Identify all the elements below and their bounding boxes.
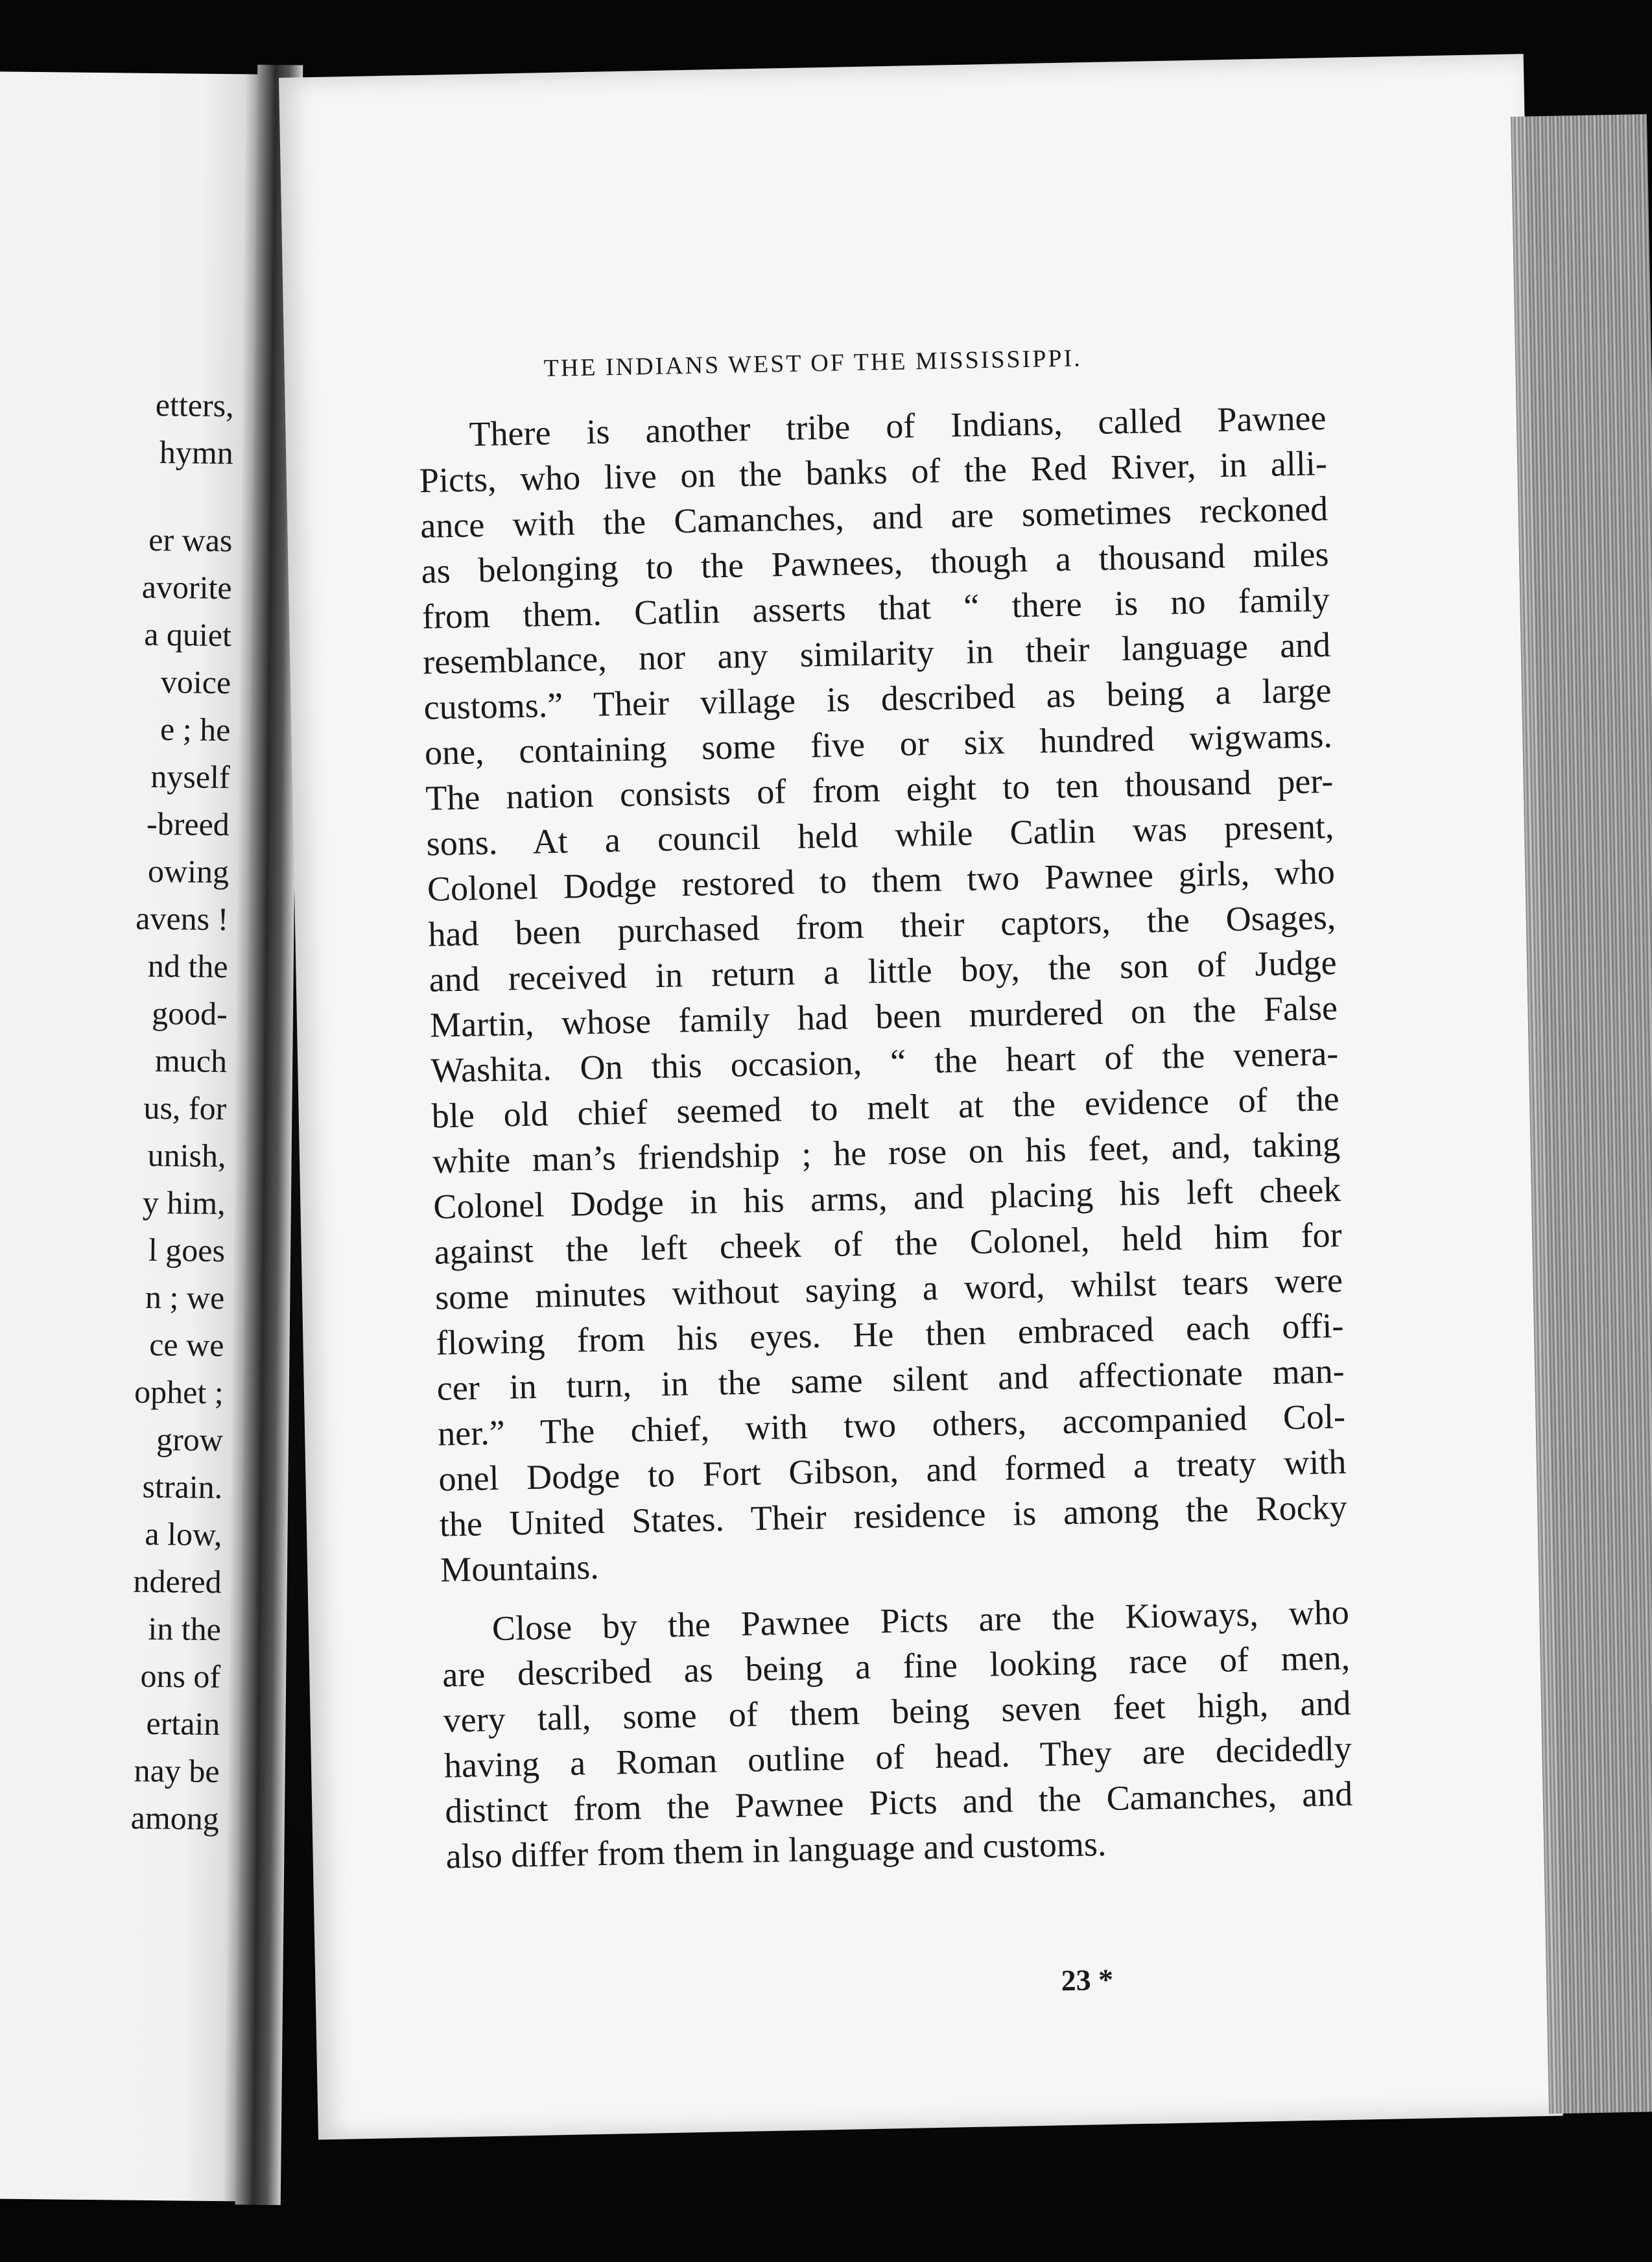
left-page-line: owing [147, 852, 230, 890]
left-page-line: er was [148, 521, 233, 559]
running-head [543, 325, 1607, 397]
left-page-line: among [130, 1799, 220, 1837]
text-line: ance with the Camanches, and are sometimes reckoned [419, 489, 1328, 545]
left-page-line: unish, [147, 1136, 226, 1174]
left-page [0, 71, 259, 2201]
left-page-line: -breed [146, 805, 230, 843]
left-page-line: avens ! [136, 899, 229, 938]
left-page-text [0, 379, 234, 1842]
left-page-line: strain. [142, 1468, 223, 1506]
text-line: some minutes without saying a word, whilst tears were [434, 1260, 1343, 1317]
text-line: Colonel Dodge restored to them two Pawnee girls, who [427, 851, 1336, 909]
left-page-line: good- [151, 994, 228, 1032]
left-page-line: n ; we [145, 1278, 225, 1316]
left-page-gap [0, 474, 233, 517]
left-page-line: ons of [140, 1657, 221, 1695]
left-page-line: nd the [147, 947, 228, 985]
running-head-title: THE INDIANS WEST OF THE MISSISSIPPI. [543, 344, 1083, 383]
right-page [279, 54, 1563, 2139]
left-page-line: grow [156, 1421, 224, 1458]
left-page-line: y him, [142, 1184, 226, 1222]
left-page-line: avorite [141, 568, 232, 606]
left-page-line: a low, [145, 1515, 222, 1553]
left-page-line: ophet ; [134, 1373, 224, 1411]
text-line: and received in return a little boy, the son of Judge [429, 942, 1338, 999]
body-text [418, 395, 1354, 1879]
text-line: Mountains. [440, 1547, 600, 1589]
text-line: as belonging to the Pawnees, though a thousand miles [421, 534, 1329, 591]
text-line: very tall, some of them being seven feet high, and [443, 1683, 1351, 1740]
text-line: cer in turn, in the same silent and affectionate man- [436, 1351, 1345, 1408]
left-page-line: ertain [146, 1704, 220, 1743]
text-line: The nation consists of from eight to ten thousand per- [425, 761, 1334, 818]
left-page-line: ce we [148, 1326, 224, 1364]
left-page-line: us, for [143, 1089, 227, 1127]
text-line: Close by the Pawnee Picts are the Kioways, who [491, 1592, 1350, 1649]
text-line: are described as being a fine looking race of men, [442, 1637, 1351, 1695]
text-line: There is another tribe of Indians, called Pawnee [469, 398, 1327, 454]
text-line: against the left cheek of the Colonel, held him for [434, 1215, 1343, 1272]
left-page-line: much [154, 1042, 228, 1080]
text-line: Washita. On this occasion, “ the heart of the venera- [430, 1033, 1339, 1090]
text-line: having a Roman outline of head. They are decidedly [443, 1728, 1352, 1785]
text-line: resemblance, nor any similarity in their language and [422, 625, 1331, 682]
text-line: onel Dodge to Fort Gibson, and formed a treaty with [438, 1442, 1347, 1499]
text-line: ble old chief seemed to melt at the evidence of the [431, 1078, 1340, 1136]
text-line: distinct from the Pawnee Picts and the Camanches, and [444, 1774, 1353, 1831]
text-line: Martin, whose family had been murdered on the False [429, 988, 1338, 1045]
left-page-line: etters, [155, 386, 234, 424]
left-page-line: nay be [134, 1752, 220, 1790]
text-line: had been purchased from their captors, the Osages, [427, 897, 1336, 954]
text-line: flowing from his eyes. He then embraced each offi- [435, 1305, 1344, 1363]
left-page-line: hymn [159, 434, 234, 471]
signature-mark: 23 * [1061, 1962, 1114, 1997]
text-line: ner.” The chief, with two others, accompanied Col- [437, 1396, 1346, 1453]
left-page-line: ndered [133, 1562, 222, 1601]
text-line: customs.” Their village is described as being a large [423, 671, 1332, 727]
text-line: the United States. Their residence is among the Rocky [439, 1487, 1348, 1544]
left-page-line: l goes [148, 1231, 226, 1269]
text-line: one, containing some five or six hundred wigwams. [424, 716, 1333, 772]
left-page-line: a quiet [143, 615, 232, 654]
text-line: Colonel Dodge in his arms, and placing his left cheek [432, 1169, 1341, 1226]
text-line: white man’s friendship ; he rose on his feet, and, taking [432, 1124, 1341, 1181]
text-line: from them. Catlin asserts that “ there is no family [421, 580, 1330, 636]
left-page-line: in the [148, 1610, 222, 1648]
left-page-line: e ; he [159, 711, 231, 748]
text-line: also differ from them in language and customs. [445, 1824, 1107, 1876]
left-page-line: nyself [150, 757, 230, 796]
left-page-line: voice [160, 663, 231, 701]
paragraph [418, 395, 1349, 1593]
text-line: sons. At a council held while Catlin was present, [426, 806, 1335, 863]
paragraph [441, 1589, 1354, 1879]
text-line: Picts, who live on the banks of the Red River, in alli- [419, 444, 1328, 500]
